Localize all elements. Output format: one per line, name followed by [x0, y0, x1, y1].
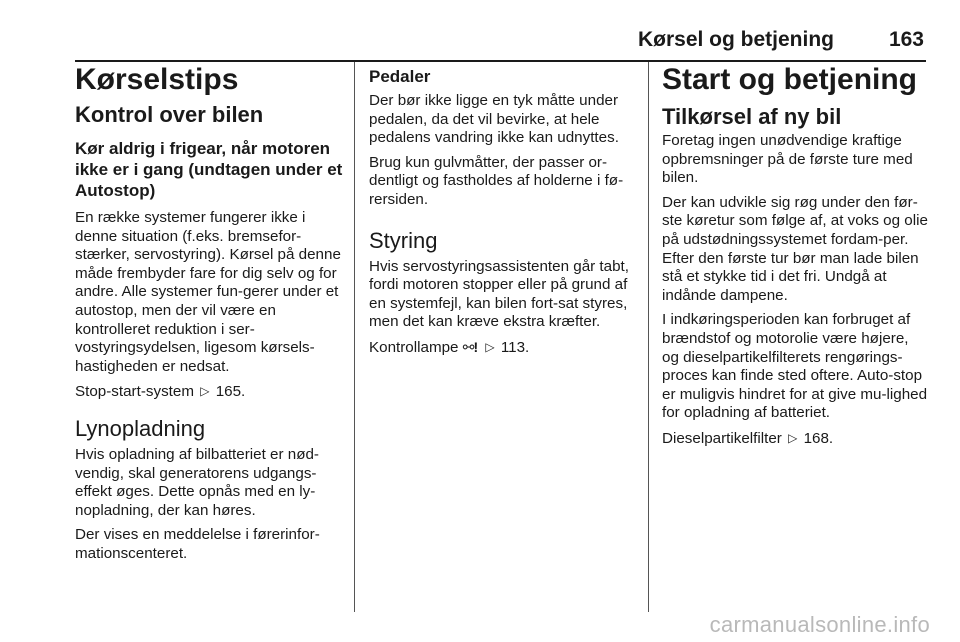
paragraph: Hvis servostyringsassistenten går tabt, fordi motoren stopper eller på grund af en systemfejl, kan bilen fort-sat styres, men det kan kræve ekstra kræfter. — [369, 257, 629, 331]
reference-text: Dieselpartikelfilter — [662, 429, 782, 447]
chapter-heading: Start og betjening — [662, 63, 917, 96]
reference-page[interactable]: 113. — [500, 338, 530, 356]
section-heading: Tilkørsel af ny bil — [662, 104, 842, 129]
paragraph: Der bør ikke ligge en tyk måtte under pedalen, da det vil bevirke, at hele pedalens vandring ikke kan udnyttes. — [369, 92, 619, 147]
section-heading: Kontrol over bilen — [75, 102, 264, 127]
paragraph: Der kan udvikle sig røg under den før-ste køretur som følge af, at voks og olie på udstødningssystemet fordam-per. Efter den første tur bør man lade bilen stå et stykke tid i det fri. Undgå at indånde dampene. — [662, 193, 928, 304]
column-divider — [354, 62, 355, 612]
paragraph: Brug kun gulvmåtter, der passer or-dentligt og fastholdes af holderne i fø-rersiden. — [369, 153, 624, 208]
triangle-right-icon: ▷ — [485, 339, 495, 354]
watermark: carmanualsonline.info — [709, 612, 930, 637]
subsection-heading: Lynopladning — [75, 415, 206, 441]
steering-warning-icon: ⚯! — [462, 338, 478, 355]
cross-reference — [75, 382, 343, 402]
reference-text: Kontrollampe — [369, 338, 459, 356]
chapter-heading: Kørselstips — [75, 63, 239, 96]
paragraph: Foretag ingen unødvendige kraftige opbremsninger på de første ture med bilen. — [662, 132, 913, 187]
paragraph: En række systemer fungerer ikke i denne situation (f.eks. bremsefor-stærker, servostyring). Kørsel på denne måde frembyder fare for dig selv og for andre. Alle systemer fun-gerer under et autostop, men der vil være en kontrolleret reduktion i ser-vostyringsydelsen, ligesom kørsels-hastigheden er nedsat. — [75, 209, 341, 375]
paragraph: I indkøringsperioden kan forbruget af brændstof og motorolie være højere, og dieselpartikelfilterets rengørings-proces kan finde sted oftere. Auto-stop er muligvis hindret for at give mu-lighed for opladning af batteriet. — [662, 311, 928, 422]
column-divider — [648, 62, 649, 612]
triangle-right-icon: ▷ — [788, 430, 798, 445]
warning-heading: Kør aldrig i frigear, når motoren ikke er i gang (undtagen under et Autostop) — [75, 139, 343, 200]
paragraph: Hvis opladning af bilbatteriet er nød-vendig, skal generatorens udgangs-effekt øges. Dette opnås med en ly-nopladning, der kan høres. — [75, 445, 319, 519]
paragraph: Der vises en meddelelse i førerinfor-mationscenteret. — [75, 526, 320, 562]
cross-reference — [662, 429, 928, 449]
reference-text: Stop-start-system — [75, 383, 194, 401]
column-3 — [662, 60, 928, 455]
page-number: 163 — [888, 28, 924, 51]
section-heading: Styring — [369, 227, 438, 253]
reference-page[interactable]: 165. — [215, 383, 246, 401]
cross-reference — [369, 338, 635, 358]
reference-page[interactable]: 168. — [803, 429, 834, 447]
section-title: Kørsel og betjening — [637, 28, 834, 51]
column-1 — [75, 60, 343, 570]
column-2 — [369, 60, 635, 364]
triangle-right-icon: ▷ — [200, 384, 210, 399]
subsection-heading: Pedaler — [369, 67, 431, 86]
